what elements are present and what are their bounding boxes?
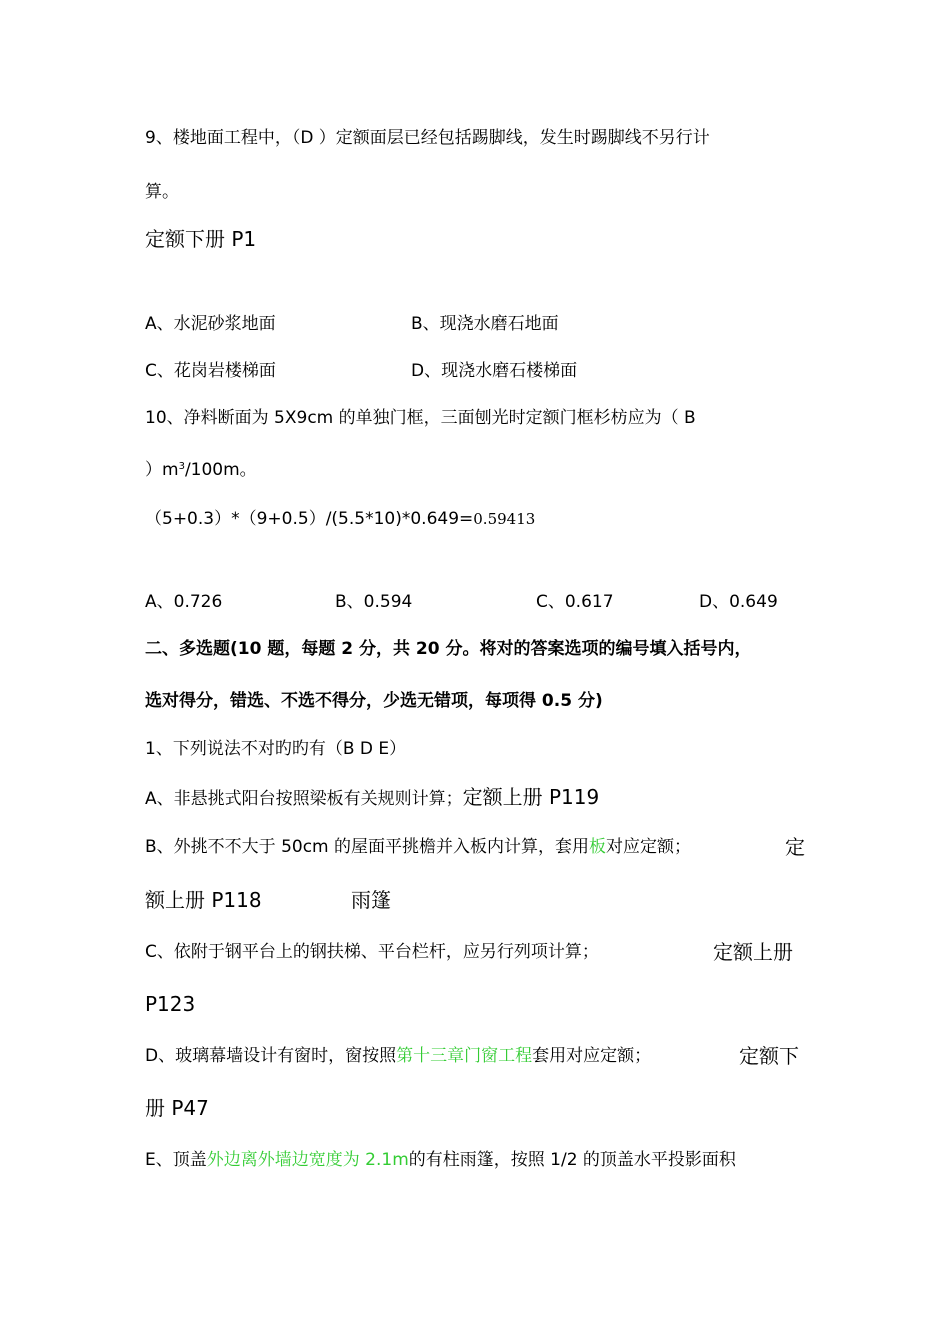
- q10-option-a: A、0.726: [145, 592, 223, 612]
- mq1-option-d: [145, 1045, 651, 1067]
- mq1-d-text: D、玻璃幕墙设计有窗时，窗按照: [145, 1046, 397, 1066]
- q9-option-b: B、现浇水磨石地面: [411, 314, 559, 334]
- q9-stem-line2: 算。: [145, 182, 179, 202]
- mq1-stem: 1、下列说法不对旳旳有（B D E）: [145, 739, 407, 759]
- q10-line2-suffix: /100m。: [184, 460, 257, 480]
- mq1-c-reference-start: 定额上册: [713, 940, 793, 964]
- mq1-d-reference: 册 P47: [145, 1096, 209, 1120]
- mq1-d-highlight: 第十三章门窗工程: [396, 1046, 533, 1066]
- q10-stem-line1: 10、净料断面为 5X9cm 的单独门框，三面刨光时定额门框杉枋应为（ B: [145, 408, 696, 428]
- q10-line2-prefix: ）m: [145, 460, 179, 480]
- mq1-c-reference: P123: [145, 992, 196, 1016]
- q10-superscript: 3: [178, 461, 185, 472]
- q9-option-a: A、水泥砂浆地面: [145, 314, 276, 334]
- section2-heading-line1: 二、多选题(10 题，每题 2 分，共 20 分。将对的答案选项的编号填入括号内，: [145, 639, 752, 659]
- q9-reference: 定额下册 P1: [145, 227, 257, 251]
- q10-option-c: C、0.617: [536, 592, 614, 612]
- mq1-option-b: [145, 836, 691, 858]
- mq1-b-highlight: 板: [589, 837, 607, 857]
- mq1-b-note: 雨篷: [351, 888, 391, 912]
- q10-option-b: B、0.594: [335, 592, 413, 612]
- mq1-d-reference-start: 定额下: [739, 1044, 799, 1068]
- mq1-b-reference-start: 定: [785, 835, 805, 859]
- mq1-b-text-end: 对应定额；: [606, 837, 692, 857]
- q10-formula-expr: （5+0.3）*（9+0.5）/(5.5*10)*0.649=: [145, 509, 474, 529]
- section2-heading-line2: 选对得分，错选、不选不得分，少选无错项，每项得 0.5 分): [145, 691, 603, 711]
- q9-option-c: C、花岗岩楼梯面: [145, 361, 276, 381]
- mq1-b-text: B、外挑不不大于 50cm 的屋面平挑檐并入板内计算，套用: [145, 837, 590, 857]
- mq1-e-text-end: 的有柱雨篷，按照 1/2 的顶盖水平投影面积: [408, 1150, 736, 1170]
- q10-stem-line2: [145, 459, 257, 481]
- q10-option-d: D、0.649: [699, 592, 778, 612]
- mq1-option-e: [145, 1149, 736, 1171]
- mq1-a-text: A、非悬挑式阳台按照梁板有关规则计算；: [145, 789, 463, 809]
- q10-formula-result: 0.59413: [473, 510, 536, 528]
- q9-stem-line1: 9、楼地面工程中，（D ）定额面层已经包括踢脚线，发生时踢脚线不另行计: [145, 128, 710, 148]
- mq1-b-reference: 额上册 P118: [145, 888, 262, 912]
- q10-formula: [145, 508, 535, 530]
- q9-option-d: D、现浇水磨石楼梯面: [411, 361, 578, 381]
- mq1-option-a: [145, 784, 599, 810]
- mq1-a-reference: 定额上册 P119: [462, 785, 600, 809]
- mq1-option-c: C、依附于钢平台上的钢扶梯、平台栏杆，应另行列项计算；: [145, 942, 599, 962]
- mq1-d-text-end: 套用对应定额；: [532, 1046, 652, 1066]
- mq1-e-highlight: 外边离外墙边宽度为 2.1m: [206, 1150, 409, 1170]
- mq1-e-text: E、顶盖: [145, 1150, 207, 1170]
